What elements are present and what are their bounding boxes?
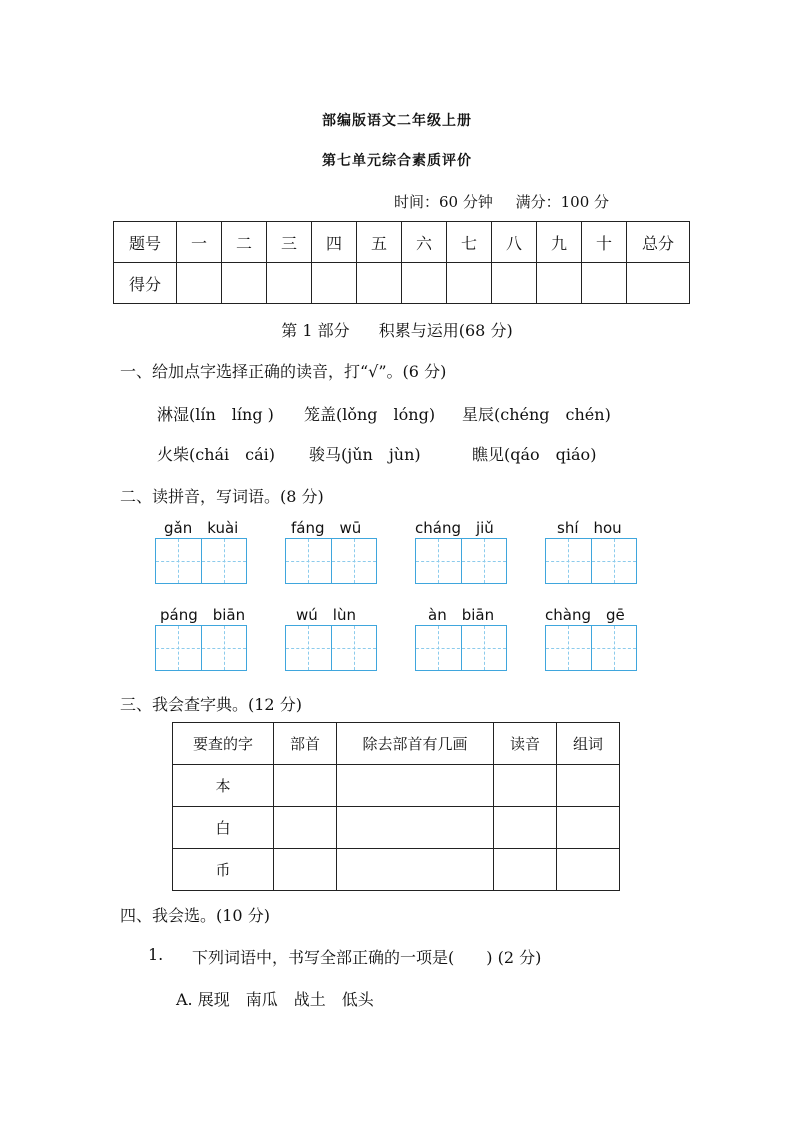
q4-item-1-option-a[interactable]: A. 展现 南瓜 战土 低头 — [176, 990, 374, 1009]
dict-answer-cell[interactable] — [494, 807, 557, 849]
dict-char: 币 — [173, 849, 274, 891]
q4-item-1-number: 1. — [148, 945, 164, 964]
score-header-cell: 二 — [222, 222, 267, 263]
q1-option[interactable]: 骏马(jǔn jùn) — [309, 445, 421, 464]
score-input-cell[interactable] — [537, 263, 582, 304]
dict-header-cell: 除去部首有几画 — [337, 723, 494, 765]
dict-header-cell: 组词 — [557, 723, 620, 765]
score-input-cell[interactable] — [267, 263, 312, 304]
writing-grid[interactable] — [415, 538, 507, 584]
dict-header-cell: 要查的字 — [173, 723, 274, 765]
score-header-cell: 四 — [312, 222, 357, 263]
q4-heading: 四、我会选。(10 分) — [120, 906, 270, 925]
dict-answer-cell[interactable] — [337, 765, 494, 807]
q1-option[interactable]: 淋湿(lín líng ) — [157, 405, 274, 424]
dict-answer-cell[interactable] — [557, 849, 620, 891]
score-header-cell: 七 — [447, 222, 492, 263]
q3-heading: 三、我会查字典。(12 分) — [120, 695, 302, 714]
score-table — [113, 221, 690, 304]
writing-grid[interactable] — [415, 625, 507, 671]
dict-char: 本 — [173, 765, 274, 807]
q1-heading: 一、给加点字选择正确的读音，打“√”。(6 分) — [120, 362, 447, 381]
writing-grid[interactable] — [285, 538, 377, 584]
score-input-cell[interactable] — [447, 263, 492, 304]
score-header-cell: 一 — [177, 222, 222, 263]
score-input-cell[interactable] — [492, 263, 537, 304]
score-header-cell: 总分 — [627, 222, 690, 263]
dict-row — [173, 849, 620, 891]
dict-header-row — [173, 723, 620, 765]
score-input-cell[interactable] — [312, 263, 357, 304]
q1-option[interactable]: 火柴(chái cái) — [157, 445, 276, 464]
q1-option[interactable]: 笼盖(lǒng lóng) — [304, 405, 436, 424]
q1-option[interactable]: 星辰(chéng chén) — [462, 405, 611, 424]
dict-answer-cell[interactable] — [557, 765, 620, 807]
score-input-cell[interactable] — [402, 263, 447, 304]
q1-row-2 — [0, 442, 794, 466]
score-table-score-row — [114, 263, 690, 304]
exam-meta — [394, 191, 627, 212]
q1-option[interactable]: 瞧见(qáo qiáo) — [472, 445, 597, 464]
writing-grid[interactable] — [545, 625, 637, 671]
pinyin-label: fáng wū — [291, 519, 362, 537]
score-header-cell: 三 — [267, 222, 312, 263]
part-title: 积累与运用(68 分) — [378, 321, 513, 340]
score-header-cell: 九 — [537, 222, 582, 263]
pinyin-label: chàng gē — [545, 606, 625, 624]
pinyin-label: gǎn kuài — [164, 519, 239, 537]
writing-grid[interactable] — [285, 625, 377, 671]
dict-answer-cell[interactable] — [274, 765, 337, 807]
q2-heading: 二、读拼音，写词语。(8 分) — [120, 487, 324, 506]
dict-char: 白 — [173, 807, 274, 849]
score-input-cell[interactable] — [582, 263, 627, 304]
dict-row — [173, 807, 620, 849]
score-header-cell: 十 — [582, 222, 627, 263]
dict-header-cell: 部首 — [274, 723, 337, 765]
score-header-cell: 五 — [357, 222, 402, 263]
score-header-cell: 题号 — [114, 222, 177, 263]
score-input-cell[interactable] — [357, 263, 402, 304]
q4-item-1-text: 下列词语中，书写全部正确的一项是( ) (2 分) — [192, 948, 542, 967]
score-input-cell[interactable] — [177, 263, 222, 304]
pinyin-label: shí hou — [557, 519, 622, 537]
dict-row — [173, 765, 620, 807]
dict-answer-cell[interactable] — [274, 807, 337, 849]
pinyin-label: wú lùn — [296, 606, 356, 624]
dict-answer-cell[interactable] — [494, 765, 557, 807]
score-table-header-row — [114, 222, 690, 263]
dict-answer-cell[interactable] — [337, 849, 494, 891]
writing-grid[interactable] — [155, 625, 247, 671]
score-header-cell: 八 — [492, 222, 537, 263]
q1-row-1 — [0, 402, 794, 426]
score-input-cell[interactable] — [222, 263, 267, 304]
pinyin-label: àn biān — [428, 606, 495, 624]
writing-grid[interactable] — [155, 538, 247, 584]
exam-time: 时间：60 分钟 — [394, 193, 493, 211]
part-heading — [0, 318, 794, 341]
dict-answer-cell[interactable] — [337, 807, 494, 849]
dict-answer-cell[interactable] — [557, 807, 620, 849]
pinyin-label: cháng jiǔ — [415, 519, 494, 537]
dictionary-table — [172, 722, 620, 891]
score-row-label: 得分 — [114, 263, 177, 304]
score-input-cell[interactable] — [627, 263, 690, 304]
writing-grid[interactable] — [545, 538, 637, 584]
part-label: 第 1 部分 — [281, 321, 350, 340]
dict-answer-cell[interactable] — [494, 849, 557, 891]
score-header-cell: 六 — [402, 222, 447, 263]
dict-header-cell: 读音 — [494, 723, 557, 765]
document-title: 部编版语文二年级上册 — [322, 113, 472, 129]
dict-answer-cell[interactable] — [274, 849, 337, 891]
document-subtitle: 第七单元综合素质评价 — [322, 153, 472, 169]
pinyin-label: páng biān — [160, 606, 246, 624]
exam-full-score: 满分：100 分 — [515, 193, 610, 211]
